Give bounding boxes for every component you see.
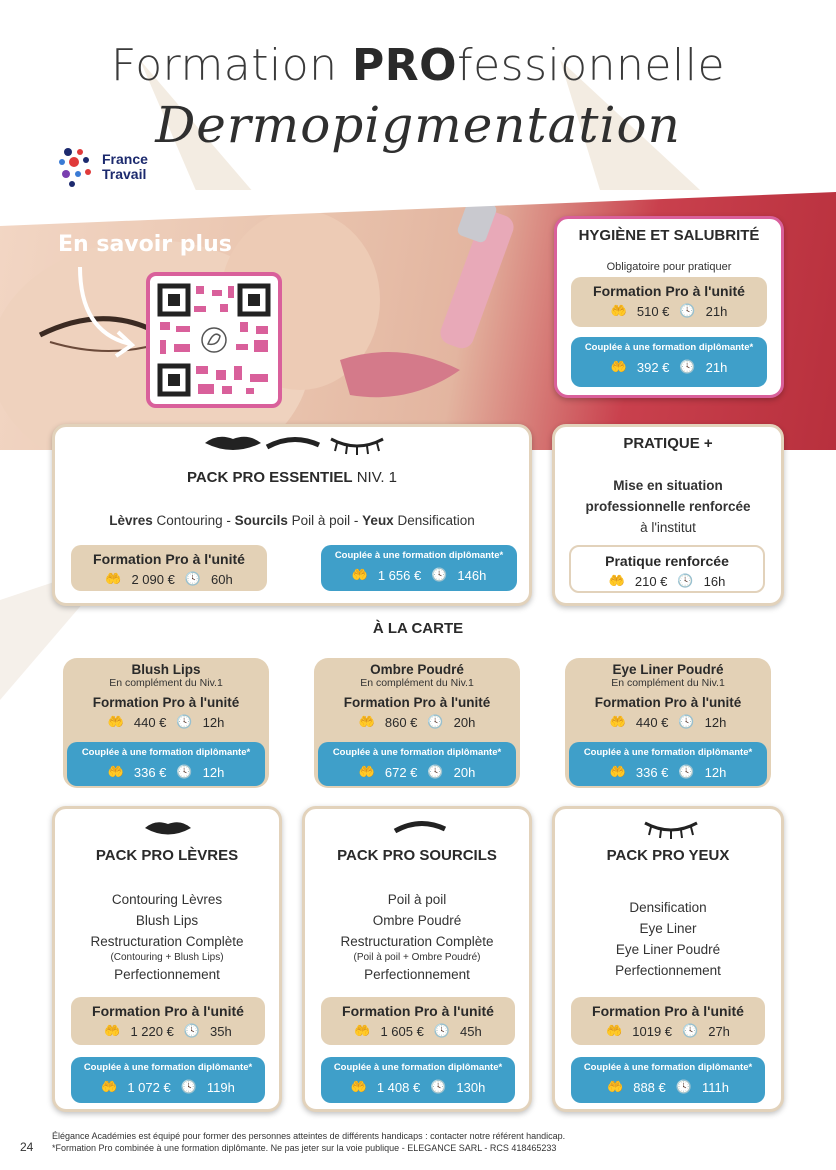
price-hand-icon: 🤲: [354, 1023, 371, 1038]
pack-dip-pill: [71, 1057, 265, 1103]
hours: 146h: [457, 567, 487, 583]
price: 1 605 €: [380, 1023, 424, 1039]
eyelash-icon: [327, 431, 387, 455]
pack-sourcils-card: [302, 806, 532, 1112]
price-hand-icon: 🤲: [610, 303, 627, 318]
carte-item: [63, 658, 269, 788]
price-hand-icon: 🤲: [350, 1079, 367, 1094]
pack-dip-pill: [571, 1057, 765, 1103]
pack-essentiel-title: PACK PRO ESSENTIEL NIV. 1: [186, 469, 398, 486]
pill-title: Formation Pro à l'unité: [594, 695, 742, 710]
hours: 12h: [202, 714, 225, 730]
pack-title: PACK PRO LÈVRES: [95, 847, 239, 864]
hours: 27h: [708, 1023, 730, 1039]
hours: 111h: [701, 1079, 729, 1095]
carte-item-name: Ombre Poudré: [370, 662, 464, 677]
pack-essentiel-desc: Lèvres Contouring - Sourcils Poil à poil - Yeux Densification: [109, 513, 475, 528]
hours: 21h: [705, 303, 728, 319]
price: 440 €: [635, 714, 669, 730]
clock-icon: 🕓: [176, 764, 193, 779]
price-hand-icon: 🤲: [608, 573, 625, 588]
france-travail-logo-icon: [56, 146, 100, 190]
pill-title: Couplée à une formation diplômante*: [332, 747, 502, 758]
price-hand-icon: 🤲: [609, 764, 626, 779]
price-hand-icon: 🤲: [107, 714, 124, 729]
hours: 119h: [206, 1079, 235, 1095]
price: 1 656 €: [377, 567, 422, 583]
pill-title: Couplée à une formation diplômante*: [83, 1062, 253, 1073]
pack-title: PACK PRO SOURCILS: [337, 847, 497, 864]
hours: 35h: [210, 1023, 232, 1039]
clock-icon: 🕓: [679, 303, 696, 318]
clock-icon: 🕓: [176, 714, 193, 729]
pack-pro-pill: [571, 997, 765, 1045]
pill-title: Formation Pro à l'unité: [342, 1003, 494, 1019]
price-hand-icon: 🤲: [610, 359, 627, 374]
price: 1 408 €: [376, 1079, 421, 1095]
france-travail-logo-text: France Travail: [102, 151, 148, 182]
clock-icon: 🕓: [180, 1079, 197, 1094]
pill-title: Couplée à une formation diplômante*: [584, 342, 754, 353]
price: 1 072 €: [127, 1079, 171, 1095]
price-hand-icon: 🤲: [358, 764, 375, 779]
price: 510 €: [636, 303, 670, 319]
hours: 60h: [211, 571, 233, 587]
footer-notes: Élégance Académies est équipé pour former des personnes atteintes de différents handicaps : contacter notre référent handicap. *Formation Pro combinée à une formation diplômante. Ne pas jeter sur la voie publique - ELEGANCE SARL - RCS 418465233: [52, 1131, 566, 1153]
pill-title: Formation Pro à l'unité: [92, 1003, 244, 1019]
price: 672 €: [384, 764, 418, 780]
clock-icon: 🕓: [184, 571, 202, 586]
lips-icon: [143, 819, 193, 837]
pack-essentiel-card: [52, 424, 532, 606]
price: 440 €: [133, 714, 167, 730]
hygiene-card: [554, 216, 784, 398]
hygiene-subtitle: Obligatoire pour pratiquer: [606, 261, 732, 273]
pack-pro-pill: [71, 997, 265, 1045]
hours: 12h: [704, 764, 727, 780]
carte-item-name: Blush Lips: [131, 662, 201, 677]
pill-title: Couplée à une formation diplômante*: [333, 1062, 503, 1073]
clock-icon: 🕓: [675, 1079, 692, 1094]
hygiene-title: HYGIÈNE ET SALUBRITÉ: [578, 227, 760, 244]
price: 1 220 €: [130, 1023, 174, 1039]
qr-code[interactable]: [146, 272, 282, 408]
pill-title: Formation Pro à l'unité: [93, 551, 245, 567]
pratique-desc: Mise en situation professionnelle renforcée à l'institut: [585, 478, 751, 535]
pack-levres-card: [52, 806, 282, 1112]
page-subtitle: Dermopigmentation: [155, 96, 681, 154]
price: 860 €: [384, 714, 418, 730]
hours: 20h: [453, 714, 476, 730]
carte-item-sub: En complément du Niv.1: [611, 677, 725, 689]
price-hand-icon: 🤲: [607, 1079, 624, 1094]
clock-icon: 🕓: [682, 1023, 699, 1038]
pack-contents: Poil à poil Ombre Poudré Restructuration Complète (Poil à poil + Ombre Poudré) Perfectionnement: [340, 892, 494, 982]
hours: 12h: [704, 714, 727, 730]
hours: 12h: [202, 764, 225, 780]
hours: 20h: [453, 764, 476, 780]
hygiene-pro-pill: [571, 277, 767, 327]
carte-item: [565, 658, 771, 788]
pack-dip-pill: [321, 1057, 515, 1103]
curved-arrow-icon: [70, 262, 140, 362]
pratique-pill: [569, 545, 765, 593]
clock-icon: 🕓: [427, 714, 444, 729]
price-hand-icon: 🤲: [606, 1023, 623, 1038]
price: 336 €: [635, 764, 669, 780]
price: 888 €: [633, 1079, 666, 1095]
pill-title: Formation Pro à l'unité: [343, 695, 491, 710]
a-la-carte-heading: À LA CARTE: [372, 620, 464, 637]
clock-icon: 🕓: [677, 573, 694, 588]
clock-icon: 🕓: [427, 764, 444, 779]
price-hand-icon: 🤲: [101, 1079, 118, 1094]
pill-title: Formation Pro à l'unité: [92, 695, 240, 710]
pratique-card: [552, 424, 784, 606]
price: 1019 €: [632, 1023, 673, 1039]
lips-icon: [203, 433, 263, 453]
carte-item: [314, 658, 520, 788]
price-hand-icon: 🤲: [107, 764, 124, 779]
qr-code-icon: [150, 276, 278, 404]
pill-title: Couplée à une formation diplômante*: [81, 747, 251, 758]
pill-title: Formation Pro à l'unité: [592, 1003, 744, 1019]
carte-item-sub: En complément du Niv.1: [360, 677, 474, 689]
hours: 21h: [705, 359, 728, 375]
hours: 16h: [703, 573, 726, 589]
pill-title: Couplée à une formation diplômante*: [583, 1062, 753, 1073]
pack-yeux-card: [552, 806, 784, 1112]
clock-icon: 🕓: [430, 1079, 447, 1094]
pratique-title: PRATIQUE +: [623, 435, 713, 452]
pill-title: Pratique renforcée: [605, 553, 729, 569]
carte-item-name: Eye Liner Poudré: [612, 662, 724, 677]
pack-contents: Densification Eye Liner Eye Liner Poudré Perfectionnement: [615, 900, 721, 978]
pill-title: Couplée à une formation diplômante*: [334, 550, 504, 561]
pack-pro-pill: [321, 997, 515, 1045]
pack-title: PACK PRO YEUX: [606, 847, 730, 864]
eyebrow-icon: [263, 433, 323, 453]
carte-dip-pill: [318, 742, 516, 786]
clock-icon: 🕓: [678, 764, 695, 779]
page-number: 24: [20, 1140, 34, 1154]
price: 210 €: [634, 573, 668, 589]
clock-icon: 🕓: [433, 1023, 451, 1038]
price-hand-icon: 🤲: [104, 1023, 121, 1038]
clock-icon: 🕓: [679, 359, 696, 374]
price-hand-icon: 🤲: [609, 714, 626, 729]
essentiel-pro-pill: [71, 545, 267, 591]
eyebrow-icon: [391, 817, 449, 835]
price-hand-icon: 🤲: [105, 571, 122, 586]
en-savoir-plus-label: En savoir plus: [58, 232, 232, 257]
pill-title: Formation Pro à l'unité: [593, 283, 745, 299]
price: 2 090 €: [131, 571, 175, 587]
price: 336 €: [133, 764, 167, 780]
price: 392 €: [636, 359, 670, 375]
hours: 130h: [456, 1079, 486, 1095]
page-title: Formation PROfessionnelle: [110, 40, 726, 91]
carte-dip-pill: [67, 742, 265, 786]
price-hand-icon: 🤲: [358, 714, 375, 729]
carte-dip-pill: [569, 742, 767, 786]
hours: 45h: [460, 1023, 482, 1039]
hygiene-dip-pill: [571, 337, 767, 387]
pill-title: Couplée à une formation diplômante*: [583, 747, 753, 758]
price-hand-icon: 🤲: [351, 567, 368, 582]
pack-contents: Contouring Lèvres Blush Lips Restructuration Complète (Contouring + Blush Lips) Perfectionnement: [90, 892, 244, 982]
clock-icon: 🕓: [183, 1023, 201, 1038]
eyelash-icon: [641, 815, 701, 839]
carte-item-sub: En complément du Niv.1: [109, 677, 223, 689]
clock-icon: 🕓: [431, 567, 448, 582]
essentiel-dip-pill: [321, 545, 517, 591]
clock-icon: 🕓: [678, 714, 695, 729]
